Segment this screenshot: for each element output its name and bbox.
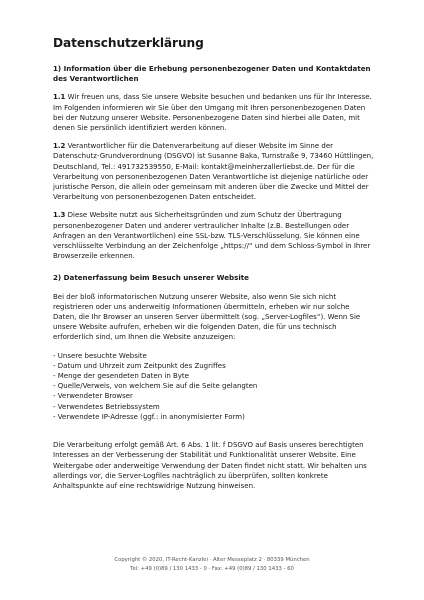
list-item: - Menge der gesendeten Daten in Byte: [53, 371, 375, 381]
paragraph-number: 1.1: [53, 93, 66, 102]
document-page: [53, 36, 375, 499]
section-2-closing: Die Verarbeitung erfolgt gemäß Art. 6 Abs. 1 lit. f DSGVO auf Basis unseres berechtigten Interesses an der Verbesserung der Stabilität und Funktionalität unserer Website. Eine Weitergabe oder anderweitige Verwendung der Daten findet nicht statt. Wir behalten uns allerdings vor, die Server-Logfiles nachträglich zu überprüfen, sollten konkrete Anhaltspunkte auf eine rechtswidrige Nutzung hinweisen.: [53, 441, 367, 490]
paragraph-1-2: [53, 141, 375, 202]
paragraph-number: 1.2: [53, 142, 66, 151]
paragraph-text: Verantwortlicher für die Datenverarbeitung auf dieser Website im Sinne der Datenschutz-Grundverordnung (DSGVO) ist Susanne Baka, Turnstraße 9, 73460 Hüttlingen, Deutschland, Tel.: 491732539550, E-Mail: kontakt@meinherzallerliebst.de. Der für die Verarbeitung von personenbezogenen Daten Verantwortliche ist diejenige natürliche oder juristische Person, die allein oder gemeinsam mit anderen über die Zwecke und Mittel der Verarbeitung von personenbezogenen Daten entscheidet.: [53, 142, 374, 202]
list-item: - Quelle/Verweis, von welchem Sie auf die Seite gelangten: [53, 381, 375, 391]
footer-copyright: Copyright © 2020, IT-Recht-Kanzlei · Alter Messeplatz 2 · 80339 München: [114, 557, 310, 563]
section-1-heading: 1) Information über die Erhebung personenbezogener Daten und Kontaktdaten des Verantwortlichen: [53, 64, 371, 84]
paragraph-1-1: [53, 92, 375, 133]
paragraph-text: Diese Website nutzt aus Sicherheitsgründen und zum Schutz der Übertragung personenbezogener Daten und anderer vertraulicher Inhalte (z.B. Bestellungen oder Anfragen an den Verantwortlichen) eine SSL-bzw. TLS-Verschlüsselung. Sie können eine verschlüsselte Verbindung an der Zeichenfolge „https://“ und dem Schloss-Symbol in Ihrer Browserzeile erkennen.: [53, 211, 371, 261]
section-2-heading: 2) Datenerfassung beim Besuch unserer Website: [53, 273, 249, 283]
list-item: - Verwendetes Betriebssystem: [53, 402, 375, 412]
list-item: - Unsere besuchte Website: [53, 351, 375, 361]
list-item: - Verwendeter Browser: [53, 391, 375, 401]
page-footer: [0, 556, 424, 573]
paragraph-1-3: [53, 210, 375, 261]
list-item: - Datum und Uhrzeit zum Zeitpunkt des Zugriffes: [53, 361, 375, 371]
section-2-intro: Bei der bloß informatorischen Nutzung unserer Website, also wenn Sie sich nicht registrieren oder uns anderweitig Informationen übermitteln, erheben wir nur solche Daten, die Ihr Browser an unseren Server übermittelt (sog. „Server-Logfiles“). Wenn Sie unsere Website aufrufen, erheben wir die folgenden Daten, die für uns technisch erforderlich sind, um Ihnen die Website anzuzeigen:: [53, 292, 361, 342]
page-title: Datenschutzerklärung: [53, 36, 204, 50]
logged-data-list: [53, 351, 375, 422]
paragraph-text: Wir freuen uns, dass Sie unsere Website besuchen und bedanken uns für Ihr Interesse. Im Folgenden informieren wir Sie über den Umgang mit Ihren personenbezogenen Daten bei der Nutzung unserer Website. Personenbezogene Daten sind hierbei alle Daten, mit denen Sie persönlich identifiziert werden können.: [53, 93, 372, 133]
list-item: - Verwendete IP-Adresse (ggf.: in anonymisierter Form): [53, 412, 375, 422]
footer-contact: Tel: +49 (0)89 / 130 1433 - 0 · Fax: +49 (0)89 / 130 1433 - 60: [130, 565, 294, 572]
paragraph-number: 1.3: [53, 211, 66, 220]
